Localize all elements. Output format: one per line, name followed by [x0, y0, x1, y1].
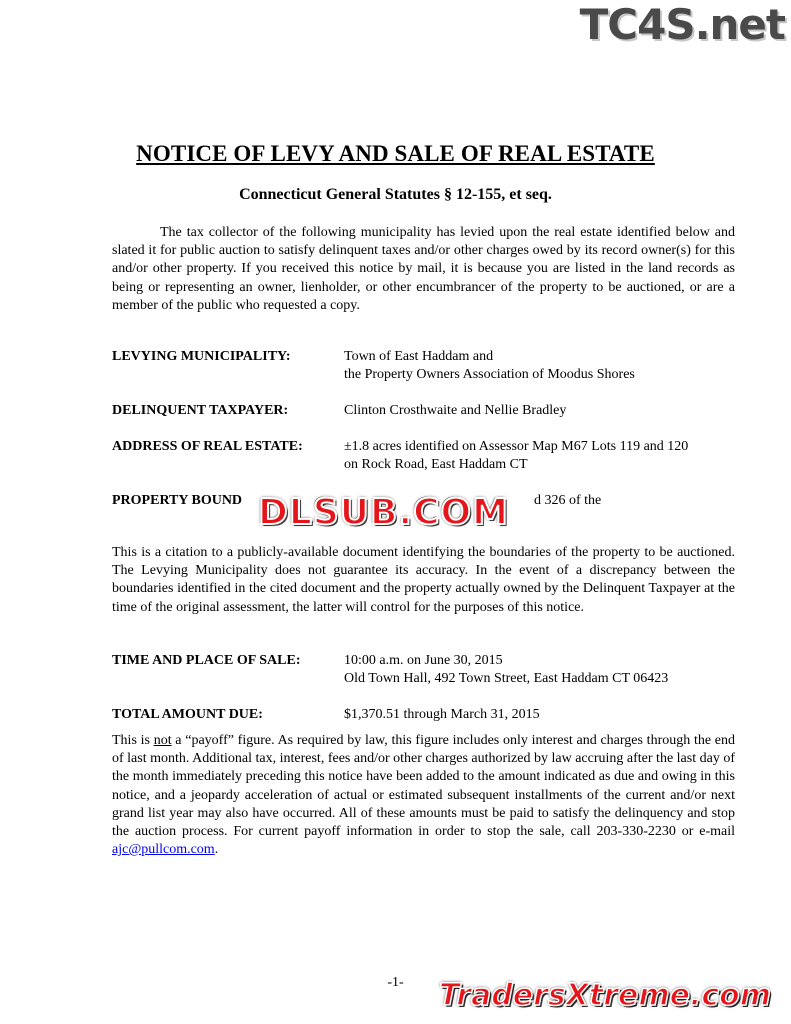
citation-note-paragraph: This is a citation to a publicly-available document identifying the boundaries of the property to be auctioned. The Levying Municipality does not guarantee its accuracy. In the event of a discrepancy between the boundaries identified in the cited document and the property actually owned by the Delinquent Taxpayer at the time of the original assessment, the latter will control for the purposes of this notice. — [112, 545, 735, 615]
payoff-text-end: . — [214, 842, 219, 858]
total-amount-value: $1,370.51 through March 31, 2015 — [344, 707, 540, 722]
address-line-2: on Rock Road, East Haddam CT — [344, 457, 528, 473]
payoff-not-emphasis: not — [153, 733, 172, 748]
address-line-1: ±1.8 acres identified on Assessor Map M67 Lots 119 and 120 — [344, 439, 689, 454]
property-boundary-value: d 326 of the — [534, 493, 602, 508]
delinquent-taxpayer-label: DELINQUENT TAXPAYER: — [112, 403, 289, 418]
property-boundary-label: PROPERTY BOUND — [112, 493, 243, 508]
delinquent-taxpayer-value: Clinton Crosthwaite and Nellie Bradley — [344, 403, 567, 418]
payoff-text-start: This is — [112, 733, 154, 748]
address-label: ADDRESS OF REAL ESTATE: — [112, 439, 303, 454]
statute-subtitle: Connecticut General Statutes § 12-155, et seq. — [239, 186, 552, 203]
email-link[interactable]: ajc@pullcom.com — [112, 842, 215, 858]
watermark-tc4s-logo: TC4S.net — [579, 0, 785, 49]
page-number: -1- — [387, 975, 404, 990]
payoff-text-body: a “payoff” figure. As required by law, this figure includes only interest and charges through the end of last month. Additional tax, interest, fees and/or other charges authorized by law accruing after the last day of the month immediately preceding this notice have been added to the amount indicated as due and owing in this notice, and a jeopardy acceleration of actual or estimated subsequent installments of the current and/or next grand list year may also have occurred. All of these amounts must be paid to satisfy the delinquency and stop the auction process. For current payoff information in order to stop the sale, call 203-330-2230 or e-mail — [112, 733, 735, 840]
time-place-label: TIME AND PLACE OF SALE: — [112, 653, 301, 668]
watermark-tradersxtreme-logo: TradersXtreme.com — [439, 978, 771, 1013]
levying-line-1: Town of East Haddam and — [344, 349, 494, 364]
sale-place: Old Town Hall, 492 Town Street, East Haddam CT 06423 — [344, 671, 669, 687]
intro-paragraph: The tax collector of the following municipality has levied upon the real estate identified below and slated it for public auction to satisfy delinquent taxes and/or other charges owed by its record owner(s) for this and/or other property. If you received this notice by mail, it is because you are listed in the land records as being or representing an owner, lienholder, or other encumbrancer of the property to be auctioned, or are a member of the public who requested a copy. — [112, 225, 735, 313]
total-amount-label: TOTAL AMOUNT DUE: — [112, 707, 263, 722]
watermark-dlsub-logo: DLSUB.COM — [258, 492, 509, 533]
levying-municipality-label: LEVYING MUNICIPALITY: — [112, 349, 291, 364]
address-value — [344, 438, 744, 474]
page-title: NOTICE OF LEVY AND SALE OF REAL ESTATE — [136, 141, 655, 166]
levying-line-2: the Property Owners Association of Moodus Shores — [344, 367, 635, 383]
time-place-value — [344, 652, 744, 688]
levying-municipality-value — [344, 348, 744, 384]
payoff-paragraph — [112, 732, 735, 859]
sale-time: 10:00 a.m. on June 30, 2015 — [344, 653, 503, 668]
